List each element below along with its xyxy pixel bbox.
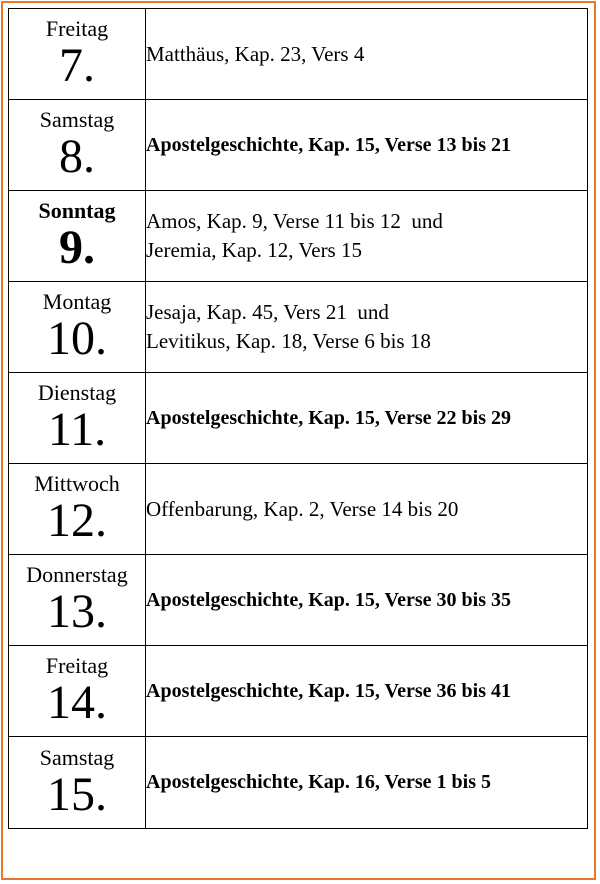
- date-cell: [9, 464, 146, 555]
- reading-cell: [146, 282, 588, 373]
- reading-reference: Amos, Kap. 9, Verse 11 bis 12 und: [146, 209, 443, 233]
- reading-reference: Apostelgeschichte, Kap. 15, Verse 36 bis 41: [146, 679, 511, 702]
- day-number: 14.: [47, 676, 107, 729]
- reading-cell: [146, 464, 588, 555]
- reading-reference: Jeremia, Kap. 12, Vers 15: [146, 238, 362, 262]
- table-row: [9, 737, 588, 829]
- day-number: 11.: [47, 403, 107, 456]
- day-number: 9.: [59, 221, 95, 274]
- date-cell: [9, 191, 146, 282]
- table-row: [9, 282, 588, 373]
- date-cell: [9, 555, 146, 646]
- date-cell: [9, 737, 146, 829]
- reading-plan-body: [9, 9, 588, 829]
- reading-reference: Apostelgeschichte, Kap. 15, Verse 22 bis 29: [146, 406, 511, 429]
- weekday-label: Freitag: [45, 16, 109, 41]
- table-row: [9, 464, 588, 555]
- weekday-label: Freitag: [45, 653, 109, 678]
- reading-cell: [146, 100, 588, 191]
- reading-reference: Apostelgeschichte, Kap. 16, Verse 1 bis 5: [146, 771, 491, 793]
- weekday-label: Dienstag: [37, 380, 117, 405]
- reading-plan-table: [8, 8, 588, 829]
- reading-cell: [146, 646, 588, 737]
- date-cell: [9, 646, 146, 737]
- reading-cell: [146, 9, 588, 100]
- table-row: [9, 646, 588, 737]
- reading-cell: [146, 555, 588, 646]
- table-row: [9, 9, 588, 100]
- weekday-label: Samstag: [39, 107, 115, 132]
- date-cell: [9, 373, 146, 464]
- weekday-label: Montag: [42, 289, 112, 314]
- reading-reference: Apostelgeschichte, Kap. 15, Verse 30 bis 35: [146, 588, 511, 611]
- reading-cell: [146, 191, 588, 282]
- reading-reference: Levitikus, Kap. 18, Verse 6 bis 18: [146, 329, 431, 353]
- reading-cell: [146, 373, 588, 464]
- weekday-label: Sonntag: [38, 198, 116, 223]
- day-number: 12.: [47, 494, 107, 547]
- date-cell: [9, 100, 146, 191]
- reading-reference: Offenbarung, Kap. 2, Verse 14 bis 20: [146, 496, 459, 521]
- date-cell: [9, 9, 146, 100]
- day-number: 13.: [47, 585, 107, 638]
- table-row: [9, 555, 588, 646]
- reading-cell: [146, 737, 588, 829]
- weekday-label: Samstag: [39, 744, 115, 770]
- date-cell: [9, 282, 146, 373]
- day-number: 15.: [47, 767, 107, 821]
- weekday-label: Donnerstag: [26, 562, 128, 587]
- table-row: [9, 191, 588, 282]
- day-number: 10.: [47, 312, 107, 365]
- reading-reference: Apostelgeschichte, Kap. 15, Verse 13 bis 21: [146, 133, 511, 156]
- reading-reference: Jesaja, Kap. 45, Vers 21 und: [146, 300, 389, 324]
- reading-reference: Matthäus, Kap. 23, Vers 4: [146, 41, 365, 66]
- weekday-label: Mittwoch: [34, 471, 120, 496]
- table-row: [9, 100, 588, 191]
- table-row: [9, 373, 588, 464]
- day-number: 8.: [59, 130, 95, 183]
- day-number: 7.: [59, 39, 95, 92]
